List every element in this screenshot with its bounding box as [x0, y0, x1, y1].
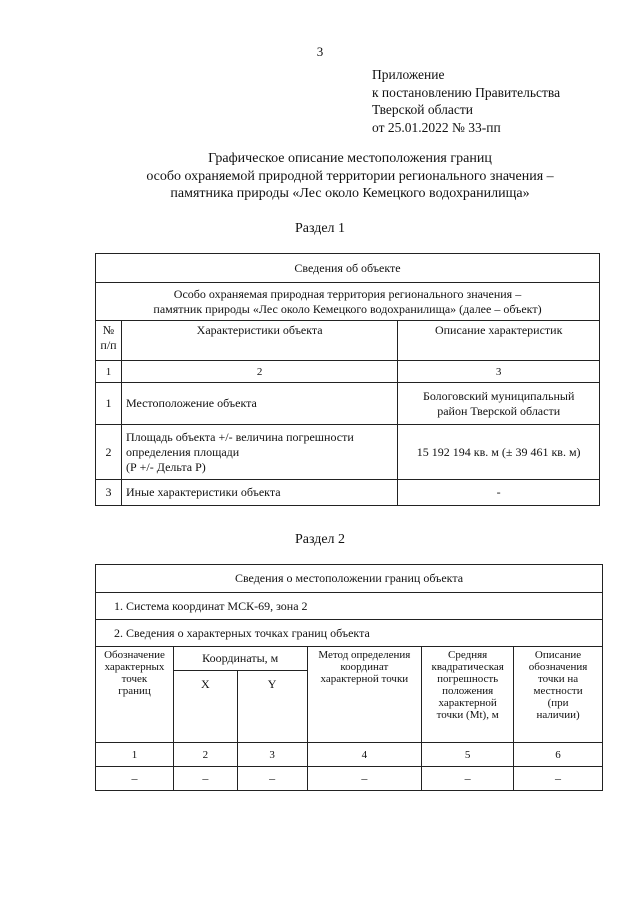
index-cell: 4 [307, 743, 422, 767]
header-line: координат [340, 661, 389, 673]
points-info-heading: 2. Сведения о характерных точках границ объекта [96, 620, 603, 647]
header-line: обозначения [528, 661, 588, 673]
table-row [96, 425, 600, 480]
header-line: местности [533, 685, 583, 697]
row-num: 2 [96, 425, 122, 480]
header-line: точки на [537, 673, 579, 685]
row-characteristic-line: (Р +/- Дельта Р) [125, 459, 206, 474]
index-cell: 1 [96, 361, 122, 383]
row-characteristic-line: определения площади [125, 444, 240, 459]
boundary-location-table [95, 564, 603, 791]
appendix-line: Приложение [372, 67, 445, 82]
object-name-cell [96, 283, 600, 321]
appendix-line: к постановлению Правительства [372, 84, 561, 100]
dash-cell: – [307, 767, 422, 791]
header-line: Описание [534, 649, 582, 661]
header-line: квадратическая [431, 661, 504, 673]
title-line: особо охраняемой природной территории регионального значения – [146, 168, 554, 184]
row-description: 15 192 194 кв. м (± 39 461 кв. м) [398, 425, 600, 480]
header-line: точек [121, 673, 148, 685]
header-line: точки (Mt), м [436, 709, 499, 721]
index-cell: 2 [173, 743, 237, 767]
section1-heading: Раздел 1 [294, 221, 346, 236]
page-number: 3 [316, 44, 324, 59]
header-line: характерной [438, 697, 497, 709]
header-line: характерных [104, 661, 165, 673]
row-characteristic: Местоположение объекта [121, 383, 397, 425]
header-line: Метод определения [318, 649, 411, 661]
header-coordinates: Координаты, м [173, 647, 307, 671]
object-info-table [95, 253, 600, 506]
section2-heading: Раздел 2 [294, 532, 346, 547]
row-description-line: Бологовский муниципальный [422, 388, 575, 403]
row-description-line: район Тверской области [437, 403, 561, 418]
header-line: положения [442, 685, 494, 697]
header-method [307, 647, 422, 743]
table-title: Сведения об объекте [96, 254, 600, 283]
index-cell: 6 [514, 743, 603, 767]
index-cell: 1 [96, 743, 174, 767]
header-point-designation [96, 647, 174, 743]
header-num [96, 321, 122, 361]
row-num: 1 [96, 383, 122, 425]
index-cell: 5 [422, 743, 514, 767]
appendix-line: от 25.01.2022 № 33-пп [372, 119, 501, 135]
title-line: Графическое описание местоположения границ [208, 151, 492, 166]
header-description: Описание характеристик [398, 321, 600, 361]
index-cell: 3 [398, 361, 600, 383]
dash-cell: – [96, 767, 174, 791]
header-line: погрешность [437, 673, 499, 685]
object-name-line: Особо охраняемая природная территория регионального значения – [173, 286, 522, 301]
header-point-description [514, 647, 603, 743]
table-row [96, 383, 600, 425]
header-num-line: п/п [100, 338, 117, 352]
document-title [60, 150, 640, 203]
object-name-line: памятник природы «Лес около Кемецкого водохранилища» (далее – объект) [153, 301, 542, 316]
header-error [422, 647, 514, 743]
dash-cell: – [422, 767, 514, 791]
table-title: Сведения о местоположении границ объекта [96, 565, 603, 593]
header-line: (при [547, 697, 569, 709]
header-line: характерной точки [320, 673, 409, 685]
coordinate-system: 1. Система координат МСК-69, зона 2 [96, 593, 603, 620]
header-num-line: № [102, 323, 115, 337]
header-line: Обозначение [104, 649, 165, 661]
table-row [96, 767, 603, 791]
row-description: - [398, 480, 600, 506]
header-line: границ [118, 685, 151, 697]
row-description [398, 383, 600, 425]
row-characteristic [121, 425, 397, 480]
dash-cell: – [514, 767, 603, 791]
table-row [96, 480, 600, 506]
header-line: наличии) [536, 709, 580, 721]
header-line: Средняя [448, 649, 488, 661]
appendix-line: Тверской области [372, 102, 473, 117]
dash-cell: – [237, 767, 307, 791]
row-num: 3 [96, 480, 122, 506]
dash-cell: – [173, 767, 237, 791]
header-x: X [173, 671, 237, 743]
index-cell: 3 [237, 743, 307, 767]
row-characteristic-line: Площадь объекта +/- величина погрешности [125, 429, 354, 444]
index-cell: 2 [121, 361, 397, 383]
header-characteristics: Характеристики объекта [121, 321, 397, 361]
row-characteristic: Иные характеристики объекта [121, 480, 397, 506]
header-y: Y [237, 671, 307, 743]
appendix-block [372, 66, 560, 136]
title-line: памятника природы «Лес около Кемецкого водохранилища» [170, 186, 530, 201]
